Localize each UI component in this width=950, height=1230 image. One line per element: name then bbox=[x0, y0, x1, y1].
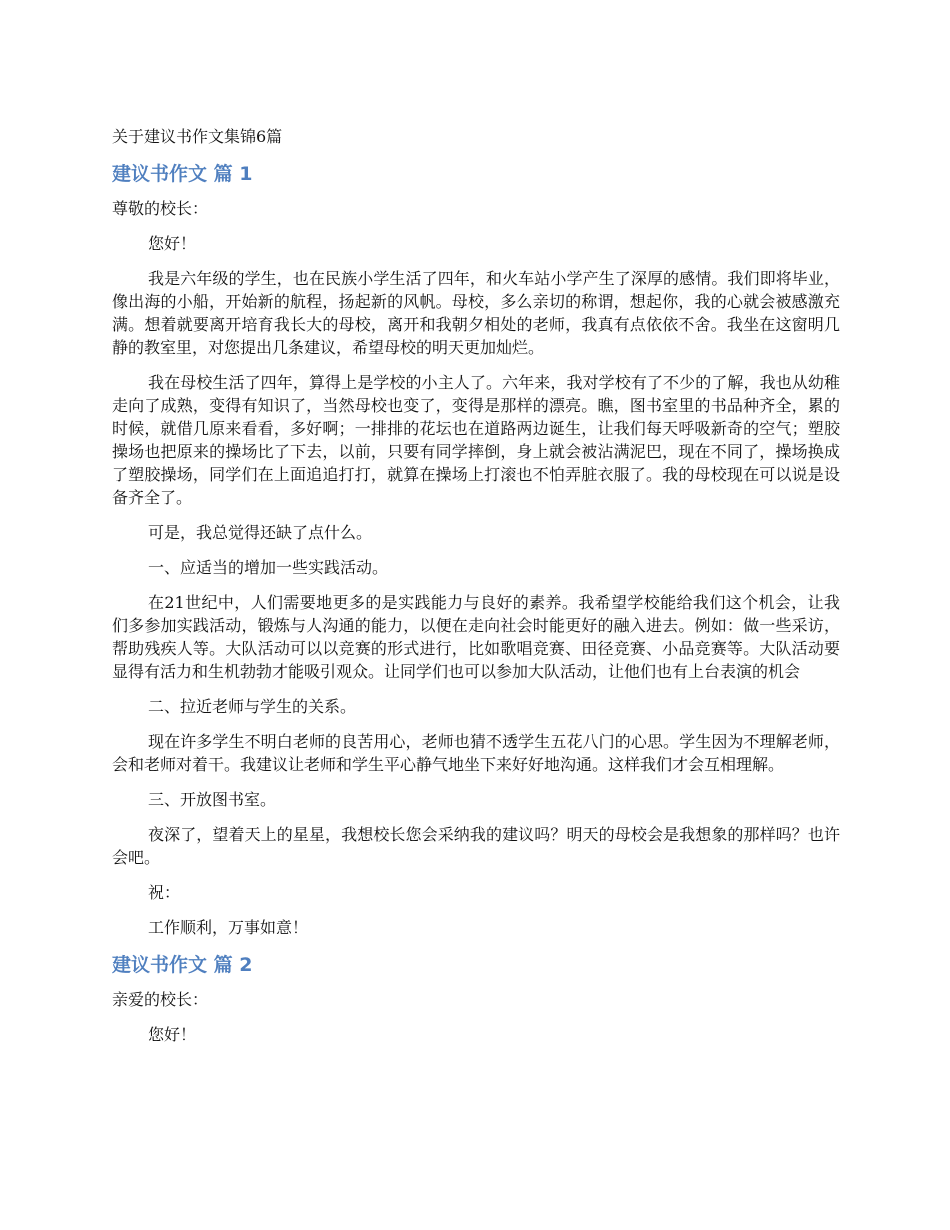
paragraph: 夜深了，望着天上的星星，我想校长您会采纳我的建议吗？明天的母校会是我想象的那样吗？也许会吧。 bbox=[112, 825, 840, 867]
paragraph: 祝： bbox=[148, 883, 181, 902]
paragraph: 我在母校生活了四年，算得上是学校的小主人了。六年来，我对学校有了不少的了解，我也从幼稚走向了成熟，变得有知识了，当然母校也变了，变得是那样的漂亮。瞧，图书室里的书品种齐全，累的时候，就借几原来看看，多好啊；一排排的花坛也在道路两边诞生，让我们每天呼吸新奇的空气；塑胶操场也把原来的操场比了下去，以前，只要有同学摔倒，身上就会被沾满泥巴，现在不同了，操场换成了塑胶操场，同学们在上面追追打打，就算在操场上打滚也不怕弄脏衣服了。我的母校现在可以说是设备齐全了。 bbox=[112, 373, 840, 507]
paragraph: 三、开放图书室。 bbox=[148, 790, 277, 809]
paragraph: 一、应适当的增加一些实践活动。 bbox=[148, 558, 389, 577]
paragraph: 现在许多学生不明白老师的良苦用心，老师也猜不透学生五花八门的心思。学生因为不理解老师，会和老师对着干。我建议让老师和学生平心静气地坐下来好好地沟通。这样我们才会互相理解。 bbox=[112, 732, 840, 774]
section-1 bbox=[112, 160, 840, 939]
section-1-salutation: 尊敬的校长： bbox=[112, 199, 209, 218]
paragraph: 可是，我总觉得还缺了点什么。 bbox=[148, 523, 373, 542]
paragraph: 在21世纪中，人们需要地更多的是实践能力与良好的素养。我希望学校能给我们这个机会，让我们多参加实践活动，锻炼与人沟通的能力，以便在走向社会时能更好的融入进去。例如：做一些采访，帮助残疾人等。大队活动可以以竞赛的形式进行，比如歌唱竞赛、田径竞赛、小品竞赛等。大队活动要显得有活力和生机勃勃才能吸引观众。让同学们也可以参加大队活动，让他们也有上台表演的机会 bbox=[112, 593, 840, 681]
section-1-heading: 建议书作文 篇 1 bbox=[112, 163, 253, 185]
paragraph: 工作顺利，万事如意！ bbox=[148, 918, 309, 937]
document-title: 关于建议书作文集锦6篇 bbox=[112, 127, 283, 146]
document-page bbox=[112, 124, 840, 1058]
section-2-salutation: 亲爱的校长： bbox=[112, 990, 209, 1009]
paragraph: 您好！ bbox=[148, 234, 197, 253]
section-2 bbox=[112, 951, 840, 1046]
paragraph: 我是六年级的学生，也在民族小学生活了四年，和火车站小学产生了深厚的感情。我们即将毕业，像出海的小船，开始新的航程，扬起新的风帆。母校，多么亲切的称谓，想起你，我的心就会被感激充满。想着就要离开培育我长大的母校，离开和我朝夕相处的老师，我真有点依依不舍。我坐在这窗明几静的教室里，对您提出几条建议，希望母校的明天更加灿烂。 bbox=[112, 269, 840, 357]
paragraph: 二、拉近老师与学生的关系。 bbox=[148, 697, 357, 716]
paragraph: 您好！ bbox=[148, 1025, 197, 1044]
section-2-heading: 建议书作文 篇 2 bbox=[112, 954, 253, 976]
